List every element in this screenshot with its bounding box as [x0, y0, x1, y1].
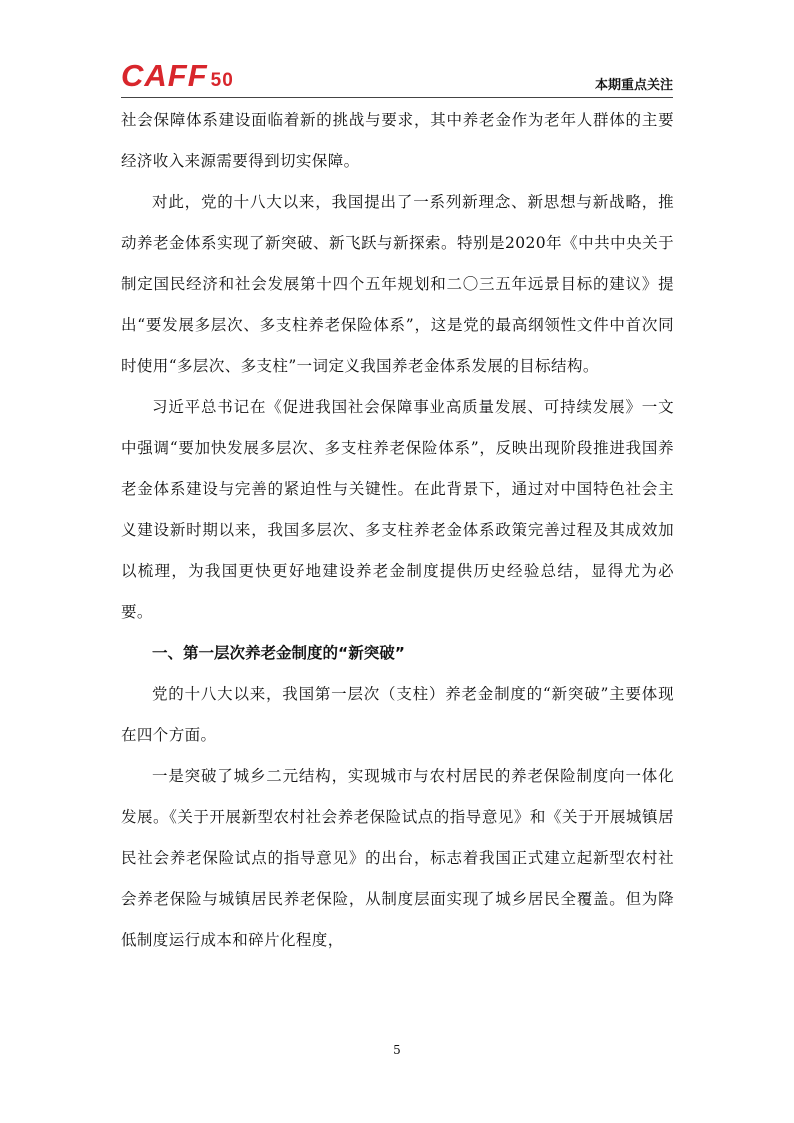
- section-label: 本期重点关注: [594, 78, 673, 93]
- section-heading: 一、第一层次养老金制度的“新突破”: [152, 644, 405, 662]
- paragraph-continued: 社会保障体系建设面临着新的挑战与要求，其中养老金作为老年人群体的主要经济收入来源需要得到切实保障。: [121, 111, 674, 170]
- logo-text: CAFF: [121, 58, 208, 93]
- header-rule: [121, 97, 673, 98]
- caff50-logo: [121, 58, 234, 94]
- paragraph: 习近平总书记在《促进我国社会保障事业高质量发展、可持续发展》一文中强调“要加快发展多层次、多支柱养老保险体系”，反映出现阶段推进我国养老金体系建设与完善的紧迫性与关键性。在此背景下，通过对中国特色社会主义建设新时期以来，我国多层次、多支柱养老金体系政策完善过程及其成效加以梳理，为我国更快更好地建设养老金制度提供历史经验总结，显得尤为必要。: [121, 398, 674, 621]
- page-header: [121, 52, 673, 98]
- paragraph: 党的十八大以来，我国第一层次（支柱）养老金制度的“新突破”主要体现在四个方面。: [121, 685, 674, 744]
- page-number: 5: [393, 1043, 401, 1057]
- article-body: [121, 100, 674, 961]
- paragraph: 对此，党的十八大以来，我国提出了一系列新理念、新思想与新战略，推动养老金体系实现了新突破、新飞跃与新探索。特别是2020年《中共中央关于制定国民经济和社会发展第十四个五年规划和二〇三五年远景目标的建议》提出“要发展多层次、多支柱养老保险体系”，这是党的最高纲领性文件中首次同时使用“多层次、多支柱”一词定义我国养老金体系发展的目标结构。: [121, 193, 674, 375]
- paragraph: 一是突破了城乡二元结构，实现城市与农村居民的养老保险制度向一体化发展。《关于开展新型农村社会养老保险试点的指导意见》和《关于开展城镇居民社会养老保险试点的指导意见》的出台，标志着我国正式建立起新型农村社会养老保险与城镇居民养老保险，从制度层面实现了城乡居民全覆盖。但为降低制度运行成本和碎片化程度，: [121, 767, 674, 949]
- logo-number: 50: [210, 70, 234, 91]
